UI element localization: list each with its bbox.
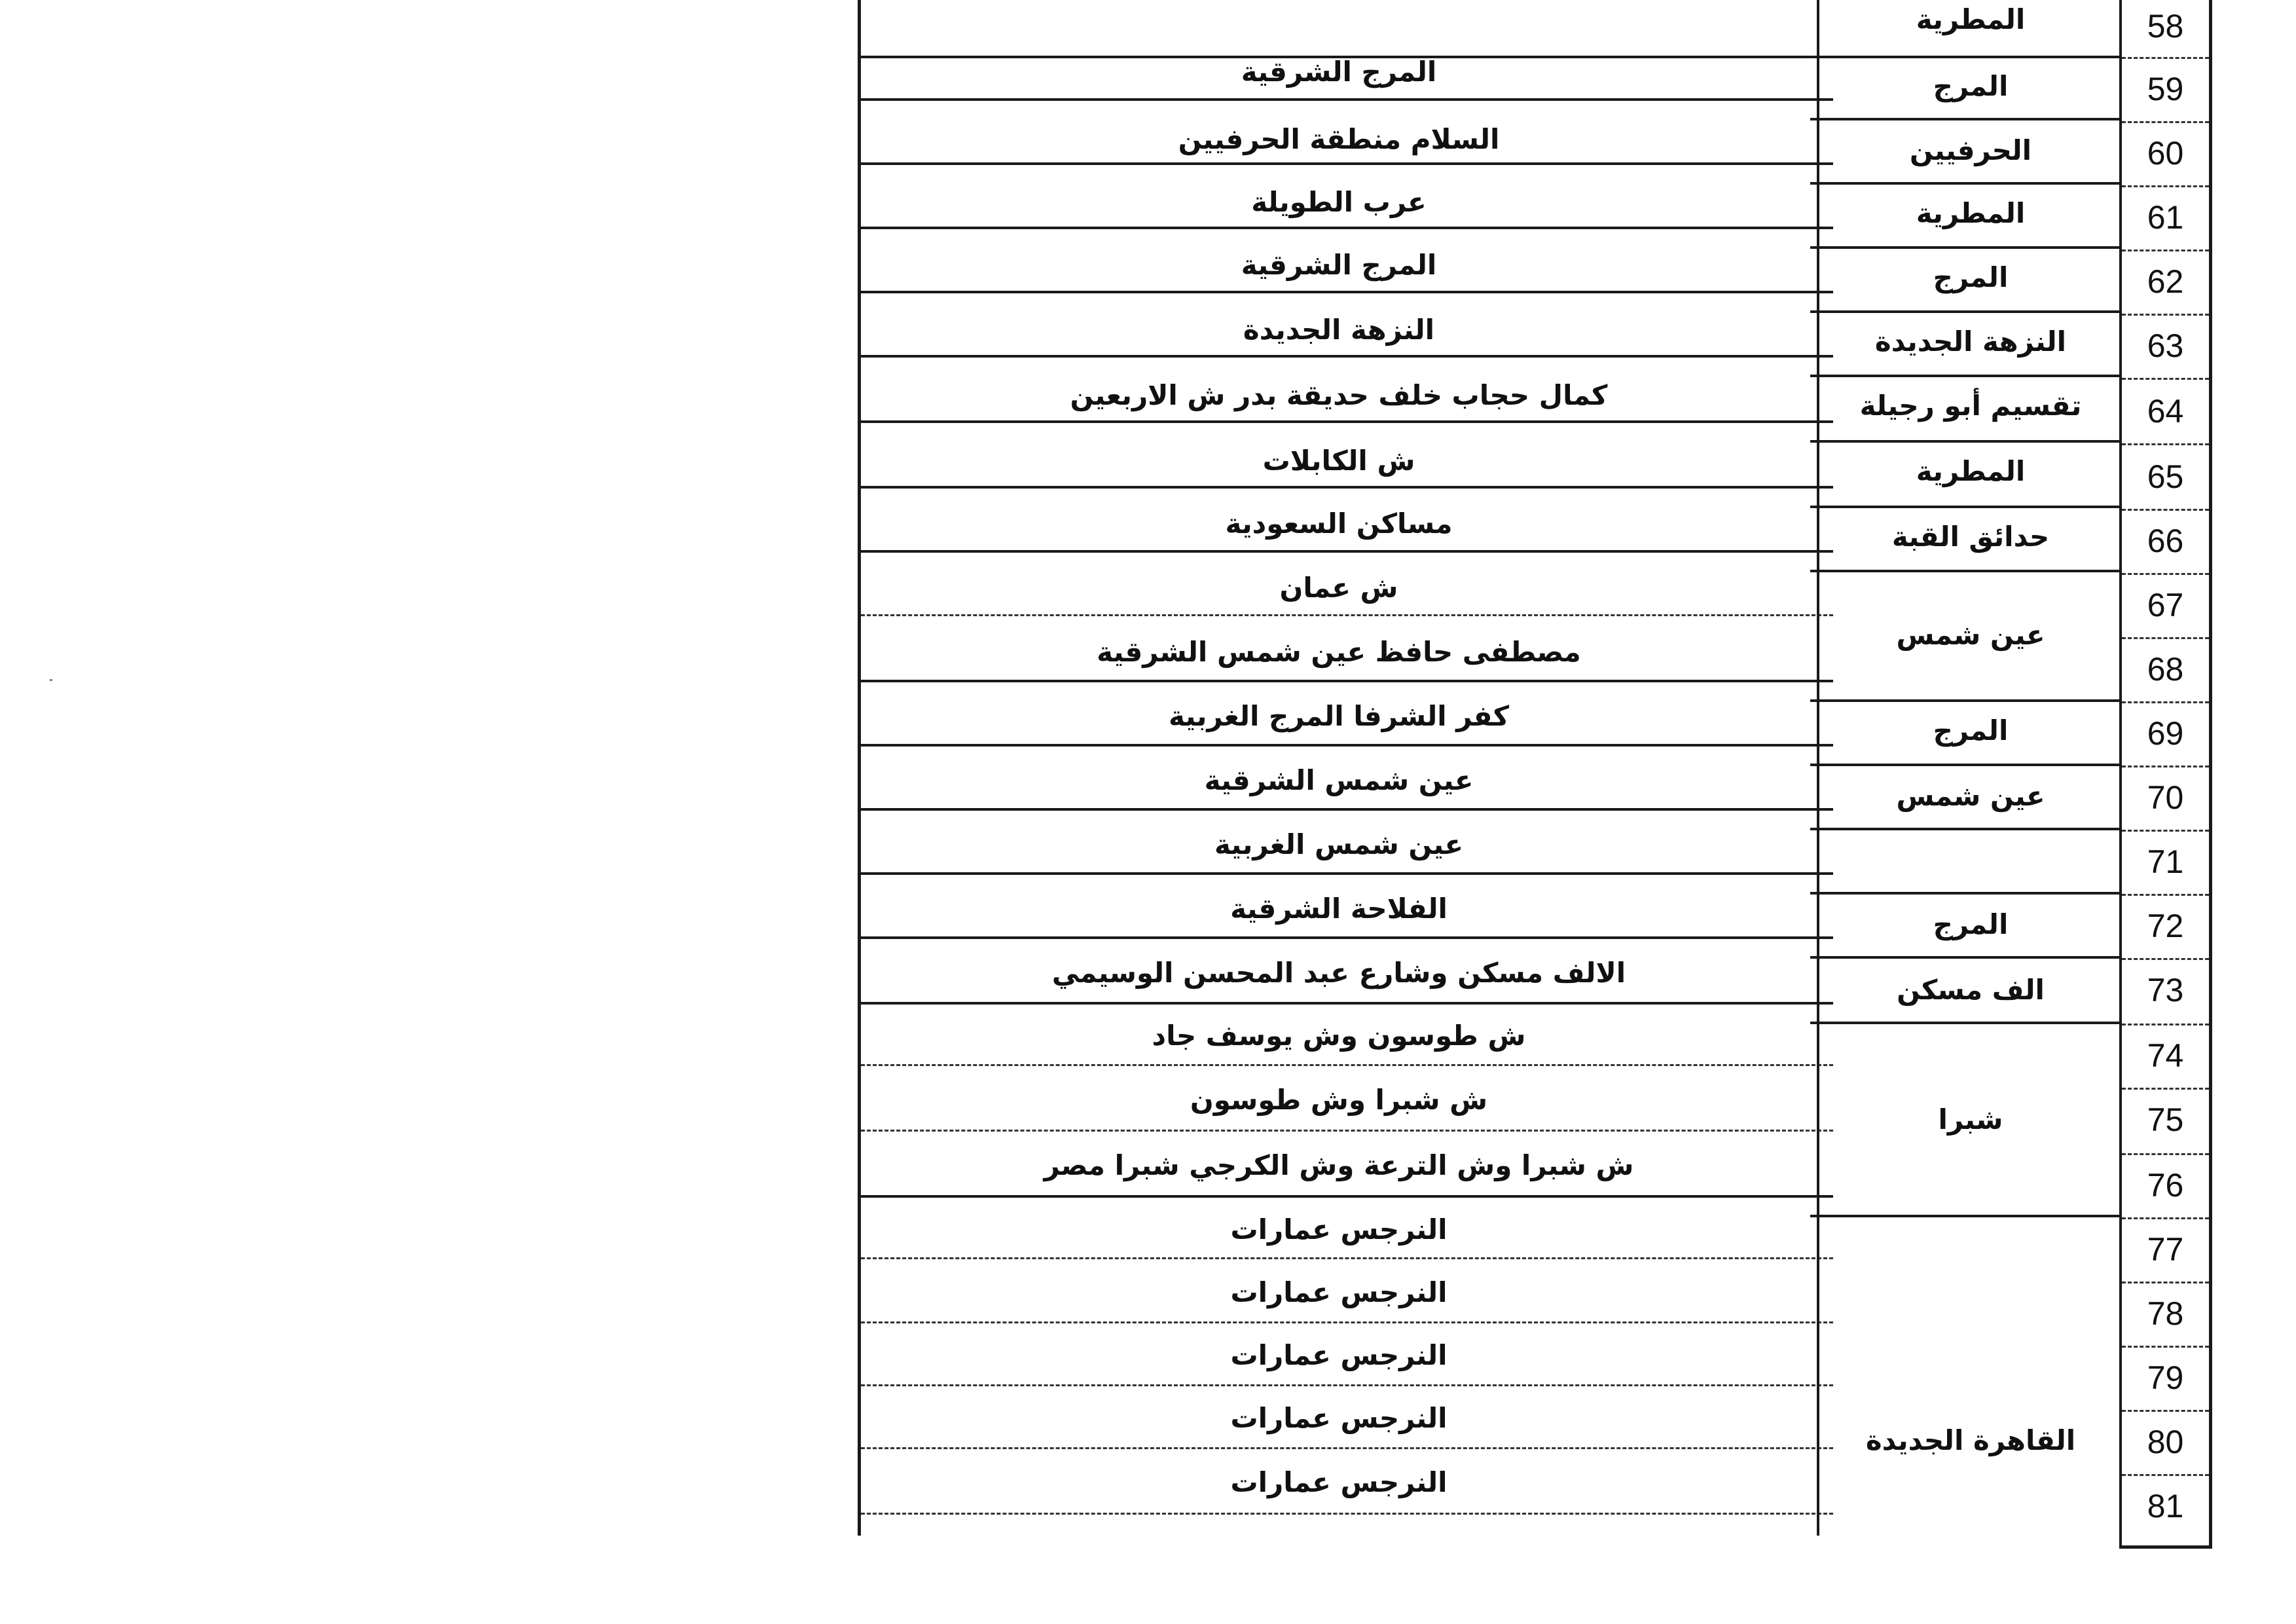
number-separator xyxy=(2122,1282,2209,1283)
address-cell: ش الكابلات xyxy=(1262,445,1415,477)
district-separator xyxy=(1810,375,2119,377)
district-separator xyxy=(1810,56,2119,58)
row-number: 72 xyxy=(2147,908,2184,944)
address-cell: المرج الشرقية xyxy=(1241,249,1437,281)
district-cell: عين شمس xyxy=(1896,780,2045,812)
row-number: 58 xyxy=(2147,8,2184,45)
row-number: 81 xyxy=(2147,1488,2184,1524)
address-cell: النرجس عمارات xyxy=(1230,1466,1448,1498)
address-cell: النرجس عمارات xyxy=(1230,1402,1448,1434)
number-separator xyxy=(2122,1474,2209,1476)
number-separator xyxy=(2122,766,2209,767)
district-cell: تقسيم أبو رجيلة xyxy=(1859,390,2082,422)
district-separator xyxy=(1810,828,2119,830)
address-cell: كمال حجاب خلف حديقة بدر ش الاربعين xyxy=(1070,379,1608,411)
address-cell: كفر الشرفا المرج الغربية xyxy=(1168,700,1510,732)
district-separator xyxy=(1810,118,2119,120)
district-separator xyxy=(1810,246,2119,249)
number-separator xyxy=(2122,894,2209,896)
number-separator xyxy=(2122,701,2209,703)
district-separator xyxy=(1810,956,2119,959)
row-number: 80 xyxy=(2147,1424,2184,1460)
row-number: 74 xyxy=(2147,1037,2184,1074)
row-number: 66 xyxy=(2147,523,2184,559)
district-separator xyxy=(1810,182,2119,185)
number-separator xyxy=(2122,121,2209,123)
address-cell: ش عمان xyxy=(1279,572,1398,604)
district-cell: النزهة الجديدة xyxy=(1874,325,2067,358)
address-cell: عرب الطويلة xyxy=(1251,186,1427,218)
number-separator xyxy=(2122,958,2209,960)
district-separator xyxy=(1810,570,2119,572)
row-number: 76 xyxy=(2147,1167,2184,1204)
district-separator xyxy=(1810,764,2119,766)
row-number: 63 xyxy=(2147,327,2184,364)
address-cell: مصطفى حافظ عين شمس الشرقية xyxy=(1097,636,1581,668)
row-number: 60 xyxy=(2147,135,2184,172)
row-number: 73 xyxy=(2147,972,2184,1008)
district-cell: المرج xyxy=(1933,714,2009,747)
row-number: 75 xyxy=(2147,1101,2184,1138)
number-separator xyxy=(2122,1346,2209,1348)
district-cell: المرج xyxy=(1933,261,2009,293)
district-cell: شبرا xyxy=(1938,1103,2003,1135)
district-separator xyxy=(1810,310,2119,313)
number-separator xyxy=(2122,185,2209,187)
address-table xyxy=(858,0,1833,1536)
district-cell: الف مسكن xyxy=(1897,974,2045,1006)
row-number: 67 xyxy=(2147,587,2184,623)
row-number: 71 xyxy=(2147,843,2184,880)
address-cell: الفلاحة الشرقية xyxy=(1230,893,1448,925)
row-number: 68 xyxy=(2147,651,2184,688)
district-cell: المطرية xyxy=(1916,455,2026,487)
number-separator xyxy=(2122,637,2209,639)
number-separator xyxy=(2122,443,2209,445)
number-separator xyxy=(2122,1024,2209,1025)
address-cell: ش شبرا وش الترعة وش الكرجي شبرا مصر xyxy=(1044,1149,1634,1181)
district-separator xyxy=(1810,1022,2119,1024)
row-number: 65 xyxy=(2147,458,2184,495)
district-cell: عين شمس xyxy=(1896,619,2045,651)
address-cell: السلام منطقة الحرفيين xyxy=(1178,123,1500,155)
district-cell: القاهرة الجديدة xyxy=(1865,1424,2076,1456)
row-number: 61 xyxy=(2147,199,2184,236)
number-separator xyxy=(2122,830,2209,832)
number-separator xyxy=(2122,249,2209,251)
district-separator xyxy=(1810,1215,2119,1217)
number-separator xyxy=(2122,509,2209,511)
row-number: 79 xyxy=(2147,1359,2184,1396)
address-cell: عين شمس الغربية xyxy=(1214,828,1464,860)
district-cell: الحرفيين xyxy=(1909,134,2032,166)
row-number: 62 xyxy=(2147,263,2184,300)
row-number: 77 xyxy=(2147,1231,2184,1268)
row-number: 64 xyxy=(2147,393,2184,430)
number-separator xyxy=(2122,1217,2209,1219)
address-cell: ش طوسون وش يوسف جاد xyxy=(1152,1020,1526,1052)
address-cell: النرجس عمارات xyxy=(1230,1339,1448,1371)
district-cell: المطرية xyxy=(1916,197,2026,229)
district-separator xyxy=(1810,892,2119,895)
row-number: 78 xyxy=(2147,1295,2184,1332)
district-separator xyxy=(1810,506,2119,508)
district-cell: المرج xyxy=(1933,908,2009,940)
number-column xyxy=(2119,0,2212,1549)
district-separator xyxy=(1810,440,2119,443)
row-number: 70 xyxy=(2147,779,2184,816)
number-separator xyxy=(2122,1153,2209,1155)
address-cell: الالف مسكن وشارع عبد المحسن الوسيمي xyxy=(1051,957,1626,989)
address-cell: المرج الشرقية xyxy=(1241,56,1437,88)
address-cell: النرجس عمارات xyxy=(1230,1276,1448,1308)
address-cell: النزهة الجديدة xyxy=(1243,314,1435,346)
address-cell: مساكن السعودية xyxy=(1225,507,1453,540)
address-cell: عين شمس الشرقية xyxy=(1204,764,1474,796)
number-separator xyxy=(2122,314,2209,316)
district-cell: المطرية xyxy=(1916,3,2026,35)
district-cell: المرج xyxy=(1933,70,2009,102)
row-number: 59 xyxy=(2147,71,2184,107)
address-cell: ش شبرا وش طوسون xyxy=(1190,1084,1488,1116)
row-number: 69 xyxy=(2147,715,2184,752)
number-separator xyxy=(2122,573,2209,575)
number-separator xyxy=(2122,1088,2209,1090)
address-cell: النرجس عمارات xyxy=(1230,1213,1448,1246)
district-cell: حدائق القبة xyxy=(1891,521,2050,553)
scan-speck xyxy=(50,679,52,681)
number-separator xyxy=(2122,1410,2209,1412)
number-separator xyxy=(2122,57,2209,59)
district-separator xyxy=(1810,699,2119,702)
number-separator xyxy=(2122,378,2209,380)
